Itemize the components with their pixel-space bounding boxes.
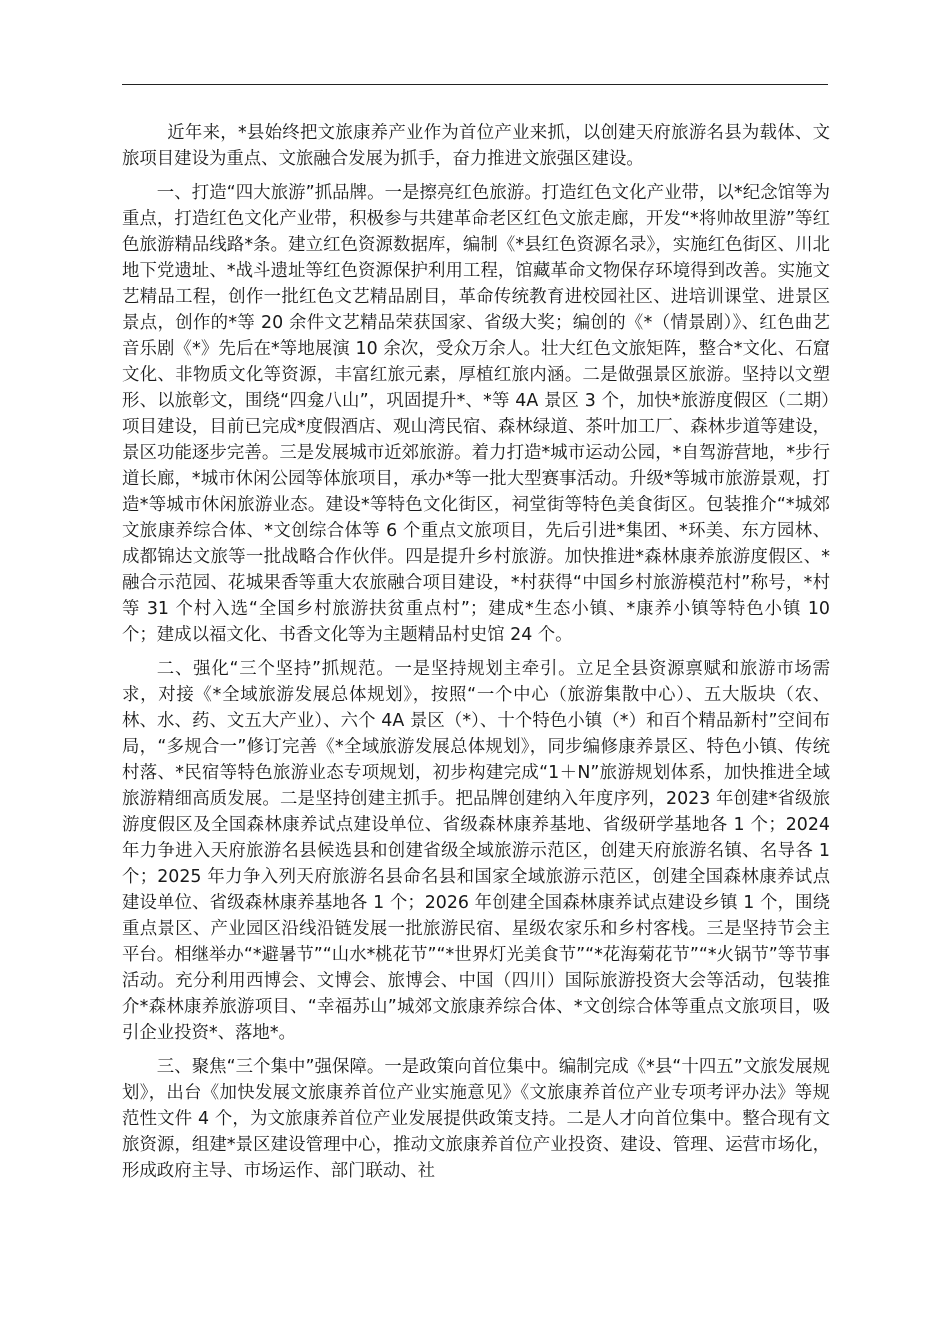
paragraph-intro: 近年来，*县始终把文旅康养产业作为首位产业来抓，以创建天府旅游名县为载体、文旅项目建设为重点、文旅融合发展为抓手，奋力推进文旅强区建设。 (122, 123, 830, 169)
paragraph-section-2: 二、强化“三个坚持”抓规范。一是坚持规划主牵引。立足全县资源禀赋和旅游市场需求，对接《*全域旅游发展总体规划》，按照“一个中心（旅游集散中心）、五大版块（农、林、水、药、文五大产业）、六个 4A 景区（*）、十个特色小镇（*）和百个精品新村”空间布局，“多规合一”修订完善《*全域旅游发展总体规划》，同步编修康养景区、特色小镇、传统村落、*民宿等特色旅游业态专项规划，初步构建完成“1＋N”旅游规划体系，加快推进全域旅游精细高质发展。二是坚持创建主抓手。把品牌创建纳入年度序列，2023 年创建*省级旅游度假区及全国森林康养试点建设单位、省级森林康养基地、省级研学基地各 1 个；2024 年力争进入天府旅游名县候选县和创建省级全域旅游示范区，创建天府旅游名镇、名导各 1 个；2025 年力争入列天府旅游名县命名县和国家全域旅游示范区，创建全国森林康养试点建设单位、省级森林康养基地各 1 个；2026 年创建全国森林康养试点建设乡镇 1 个，围绕重点景区、产业园区沿线沿链发展一批旅游民宿、星级农家乐和乡村客栈。三是坚持节会主平台。相继举办“*避暑节”“山水*桃花节”“*世界灯光美食节”“*花海菊花节”“*火锅节”等节事活动。充分利用西博会、文博会、旅博会、中国（四川）国际旅游投资大会等活动，包装推介*森林康养旅游项目、“幸福苏山”城郊文旅康养综合体、*文创综合体等重点文旅项目，吸引企业投资*、落地*。 (122, 659, 830, 1043)
document-body (122, 120, 830, 1192)
header-rule (122, 84, 828, 85)
paragraph-section-3: 三、聚焦“三个集中”强保障。一是政策向首位集中。编制完成《*县“十四五”文旅发展规划》，出台《加快发展文旅康养首位产业实施意见》《文旅康养首位产业专项考评办法》等规范性文件 4 个，为文旅康养首位产业发展提供政策支持。二是人才向首位集中。整合现有文旅资源，组建*景区建设管理中心，推动文旅康养首位产业投资、建设、管理、运营市场化，形成政府主导、市场运作、部门联动、社 (122, 1057, 830, 1181)
paragraph-section-1: 一、打造“四大旅游”抓品牌。一是擦亮红色旅游。打造红色文化产业带，以*纪念馆等为重点，打造红色文化产业带，积极参与共建革命老区红色文旅走廊，开发“*将帅故里游”等红色旅游精品线路*条。建立红色资源数据库，编制《*县红色资源名录》，实施红色街区、川北地下党遗址、*战斗遗址等红色资源保护利用工程，馆藏革命文物保存环境得到改善。实施文艺精品工程，创作一批红色文艺精品剧目，革命传统教育进校园社区、进培训课堂、进景区景点，创作的*等 20 余件文艺精品荣获国家、省级大奖；编创的《*（情景剧）》、红色曲艺音乐剧《*》先后在*等地展演 10 余次，受众万余人。壮大红色文旅矩阵，整合*文化、石窟文化、非物质文化等资源，丰富红旅元素，厚植红旅内涵。二是做强景区旅游。坚持以文塑形、以旅彰文，围绕“四龛八山”，巩固提升*、*等 4A 景区 3 个，加快*旅游度假区（二期）项目建设，目前已完成*度假酒店、观山湾民宿、森林绿道、茶叶加工厂、森林步道等建设，景区功能逐步完善。三是发展城市近郊旅游。着力打造*城市运动公园，*自驾游营地，*步行道长廊，*城市休闲公园等体旅项目，承办*等一批大型赛事活动。升级*等城市旅游景观，打造*等城市休闲旅游业态。建设*等特色文化街区，祠堂街等特色美食街区。包装推介“*城郊文旅康养综合体、*文创综合体等 6 个重点文旅项目，先后引进*集团、*环美、东方园林、成都锦达文旅等一批战略合作伙伴。四是提升乡村旅游。加快推进*森林康养旅游度假区、*融合示范园、花城果香等重大农旅融合项目建设，*村获得“中国乡村旅游模范村”称号，*村等 31 个村入选“全国乡村旅游扶贫重点村”；建成*生态小镇、*康养小镇等特色小镇 10 个；建成以福文化、书香文化等为主题精品村史馆 24 个。 (122, 183, 830, 645)
